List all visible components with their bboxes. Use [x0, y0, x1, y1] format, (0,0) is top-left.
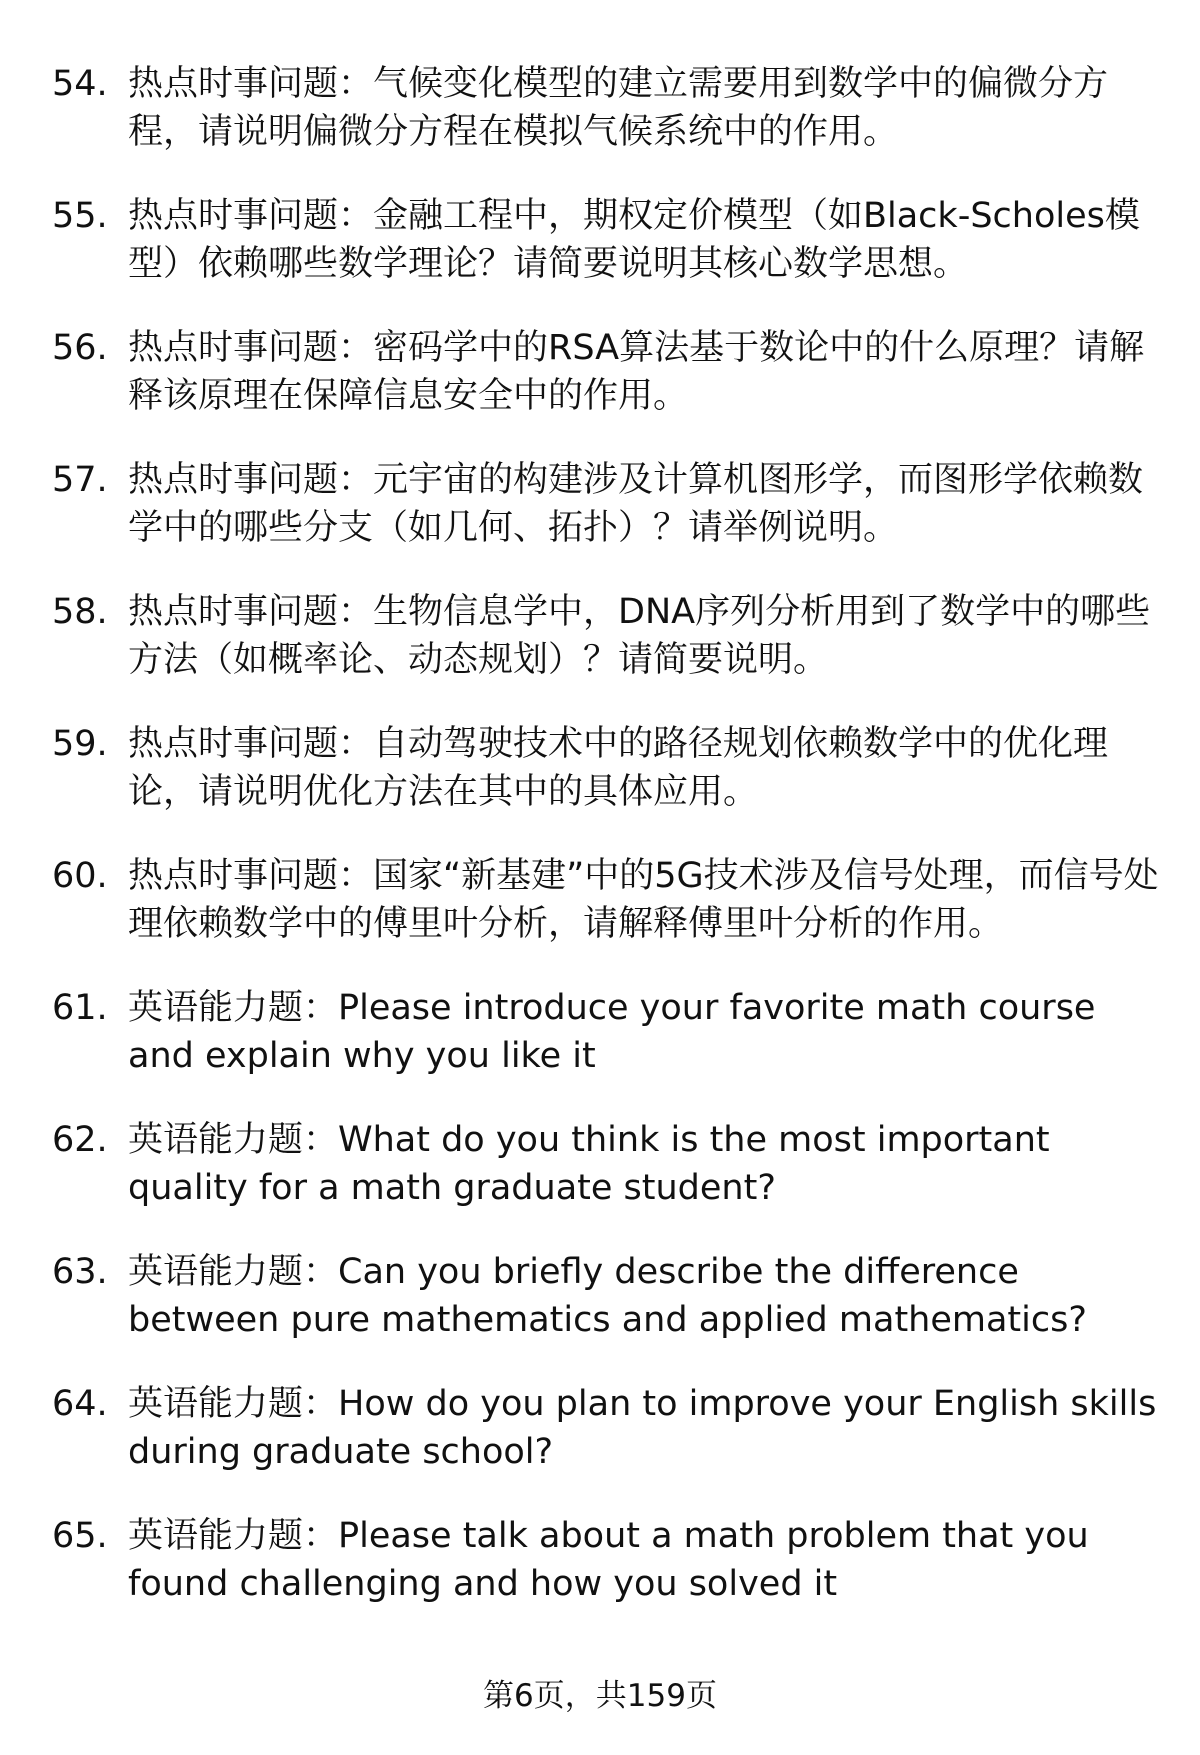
question-list — [52, 60, 1162, 1644]
question-item — [52, 1380, 1162, 1476]
question-number: 65. — [52, 1516, 108, 1556]
question-text: 热点时事问题：自动驾驶技术中的路径规划依赖数学中的优化理论，请说明优化方法在其中的具体应用。 — [128, 724, 1109, 812]
question-text: 英语能力题：Can you briefly describe the difference between pure mathematics and applied mathematics? — [128, 1252, 1087, 1340]
question-number: 61. — [52, 988, 108, 1028]
question-text: 热点时事问题：气候变化模型的建立需要用到数学中的偏微分方程，请说明偏微分方程在模拟气候系统中的作用。 — [128, 64, 1109, 152]
question-number: 56. — [52, 328, 108, 368]
page-footer: 第6页，共159页 — [483, 1678, 717, 1714]
question-number: 54. — [52, 64, 108, 104]
question-item — [52, 1248, 1162, 1344]
question-text: 热点时事问题：元宇宙的构建涉及计算机图形学，而图形学依赖数学中的哪些分支（如几何、拓扑）？请举例说明。 — [128, 460, 1144, 548]
question-text: 热点时事问题：金融工程中，期权定价模型（如Black-Scholes模型）依赖哪些数学理论？请简要说明其核心数学思想。 — [128, 196, 1140, 284]
question-item — [52, 984, 1162, 1080]
question-number: 60. — [52, 856, 108, 896]
question-item — [52, 324, 1162, 420]
question-item — [52, 192, 1162, 288]
question-number: 59. — [52, 724, 108, 764]
question-text: 英语能力题：How do you plan to improve your English skills during graduate school? — [128, 1384, 1157, 1472]
question-item — [52, 456, 1162, 552]
question-text: 热点时事问题：生物信息学中，DNA序列分析用到了数学中的哪些方法（如概率论、动态规划）？请简要说明。 — [128, 592, 1151, 680]
question-number: 58. — [52, 592, 108, 632]
question-item — [52, 1116, 1162, 1212]
question-number: 62. — [52, 1120, 108, 1160]
question-text: 热点时事问题：国家“新基建”中的5G技术涉及信号处理，而信号处理依赖数学中的傅里叶分析，请解释傅里叶分析的作用。 — [128, 856, 1159, 944]
question-item — [52, 60, 1162, 156]
question-item — [52, 720, 1162, 816]
question-number: 57. — [52, 460, 108, 500]
question-item — [52, 852, 1162, 948]
question-text: 英语能力题：Please talk about a math problem that you found challenging and how you solved it — [128, 1516, 1089, 1604]
question-number: 64. — [52, 1384, 108, 1424]
question-text: 热点时事问题：密码学中的RSA算法基于数论中的什么原理？请解释该原理在保障信息安全中的作用。 — [128, 328, 1145, 416]
question-number: 63. — [52, 1252, 108, 1292]
question-text: 英语能力题：What do you think is the most important quality for a math graduate student? — [128, 1120, 1050, 1208]
question-number: 55. — [52, 196, 108, 236]
question-item — [52, 1512, 1162, 1608]
question-text: 英语能力题：Please introduce your favorite math course and explain why you like it — [128, 988, 1096, 1076]
question-item — [52, 588, 1162, 684]
